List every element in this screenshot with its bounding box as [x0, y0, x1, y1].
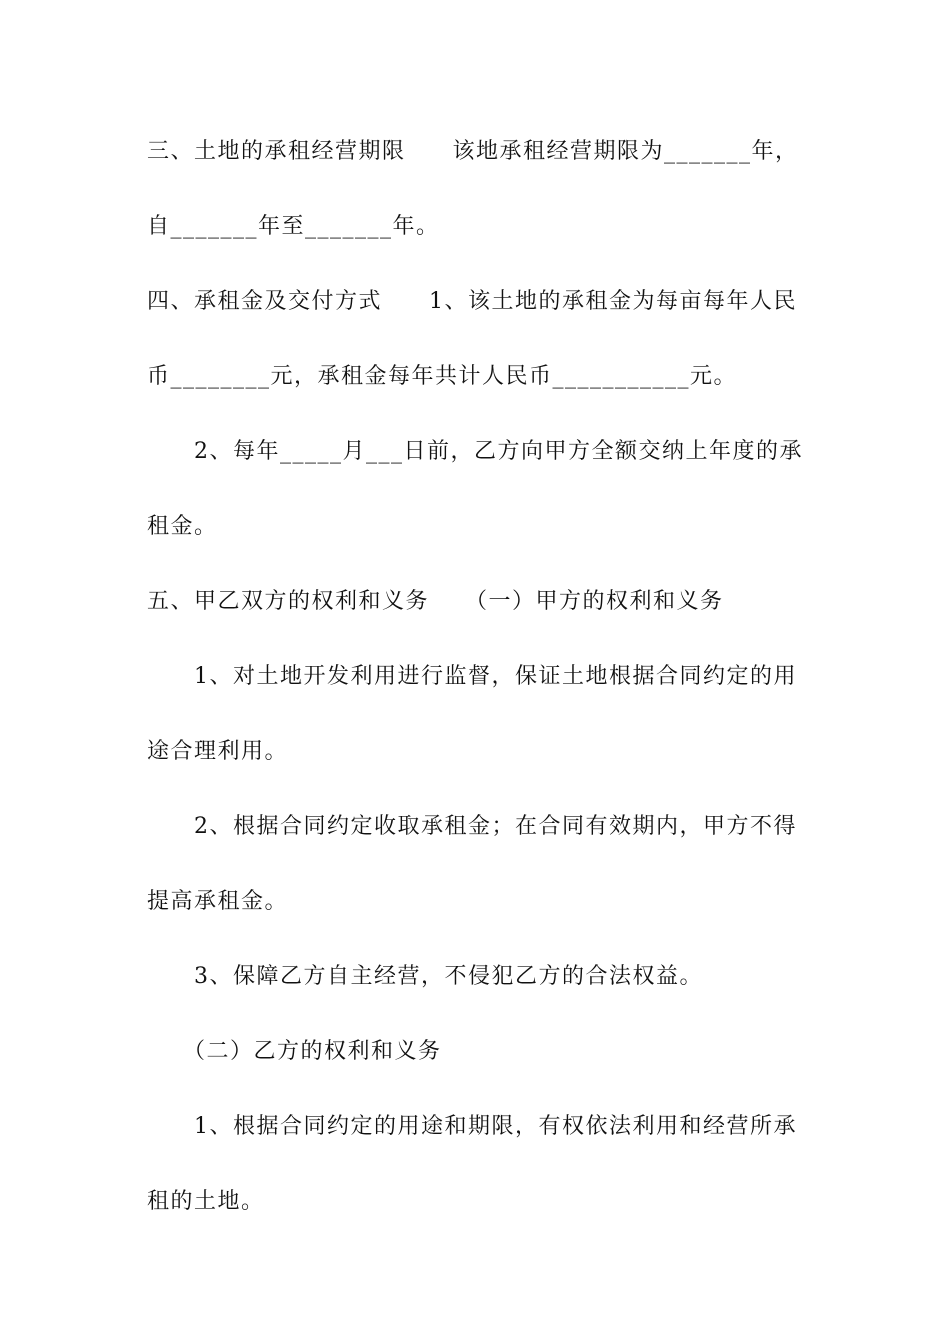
text-line-partya-item1: 1、对土地开发利用进行监督，保证土地根据合同约定的用	[147, 664, 797, 689]
text-line-partya-item1-cont: 途合理利用。	[147, 739, 289, 764]
text-line-section3-heading: 三、土地的承租经营期限 该地承租经营期限为_______年，	[147, 139, 799, 164]
text-line-partyb-item1: 1、根据合同约定的用途和期限，有权依法利用和经营所承	[147, 1114, 797, 1139]
text-line-lease-dates: 自_______年至_______年。	[147, 214, 440, 239]
text-line-partyb-heading: （二）乙方的权利和义务	[147, 1039, 442, 1064]
text-line-partya-item2-cont: 提高承租金。	[147, 889, 289, 914]
text-line-partya-item2: 2、根据合同约定收取承租金；在合同有效期内，甲方不得	[147, 814, 797, 839]
text-line-rent-amount: 币________元，承租金每年共计人民币___________元。	[147, 364, 738, 389]
text-line-partyb-item1-cont: 租的土地。	[147, 1189, 265, 1214]
text-line-partya-item3: 3、保障乙方自主经营，不侵犯乙方的合法权益。	[147, 964, 703, 989]
text-line-section5-heading: 五、甲乙双方的权利和义务 （一）甲方的权利和义务	[147, 589, 724, 614]
text-line-payment-date: 2、每年_____月___日前，乙方向甲方全额交纳上年度的承	[147, 439, 803, 464]
text-line-payment-date-cont: 租金。	[147, 514, 218, 539]
text-line-section4-heading: 四、承租金及交付方式 1、该土地的承租金为每亩每年人民	[147, 289, 797, 314]
